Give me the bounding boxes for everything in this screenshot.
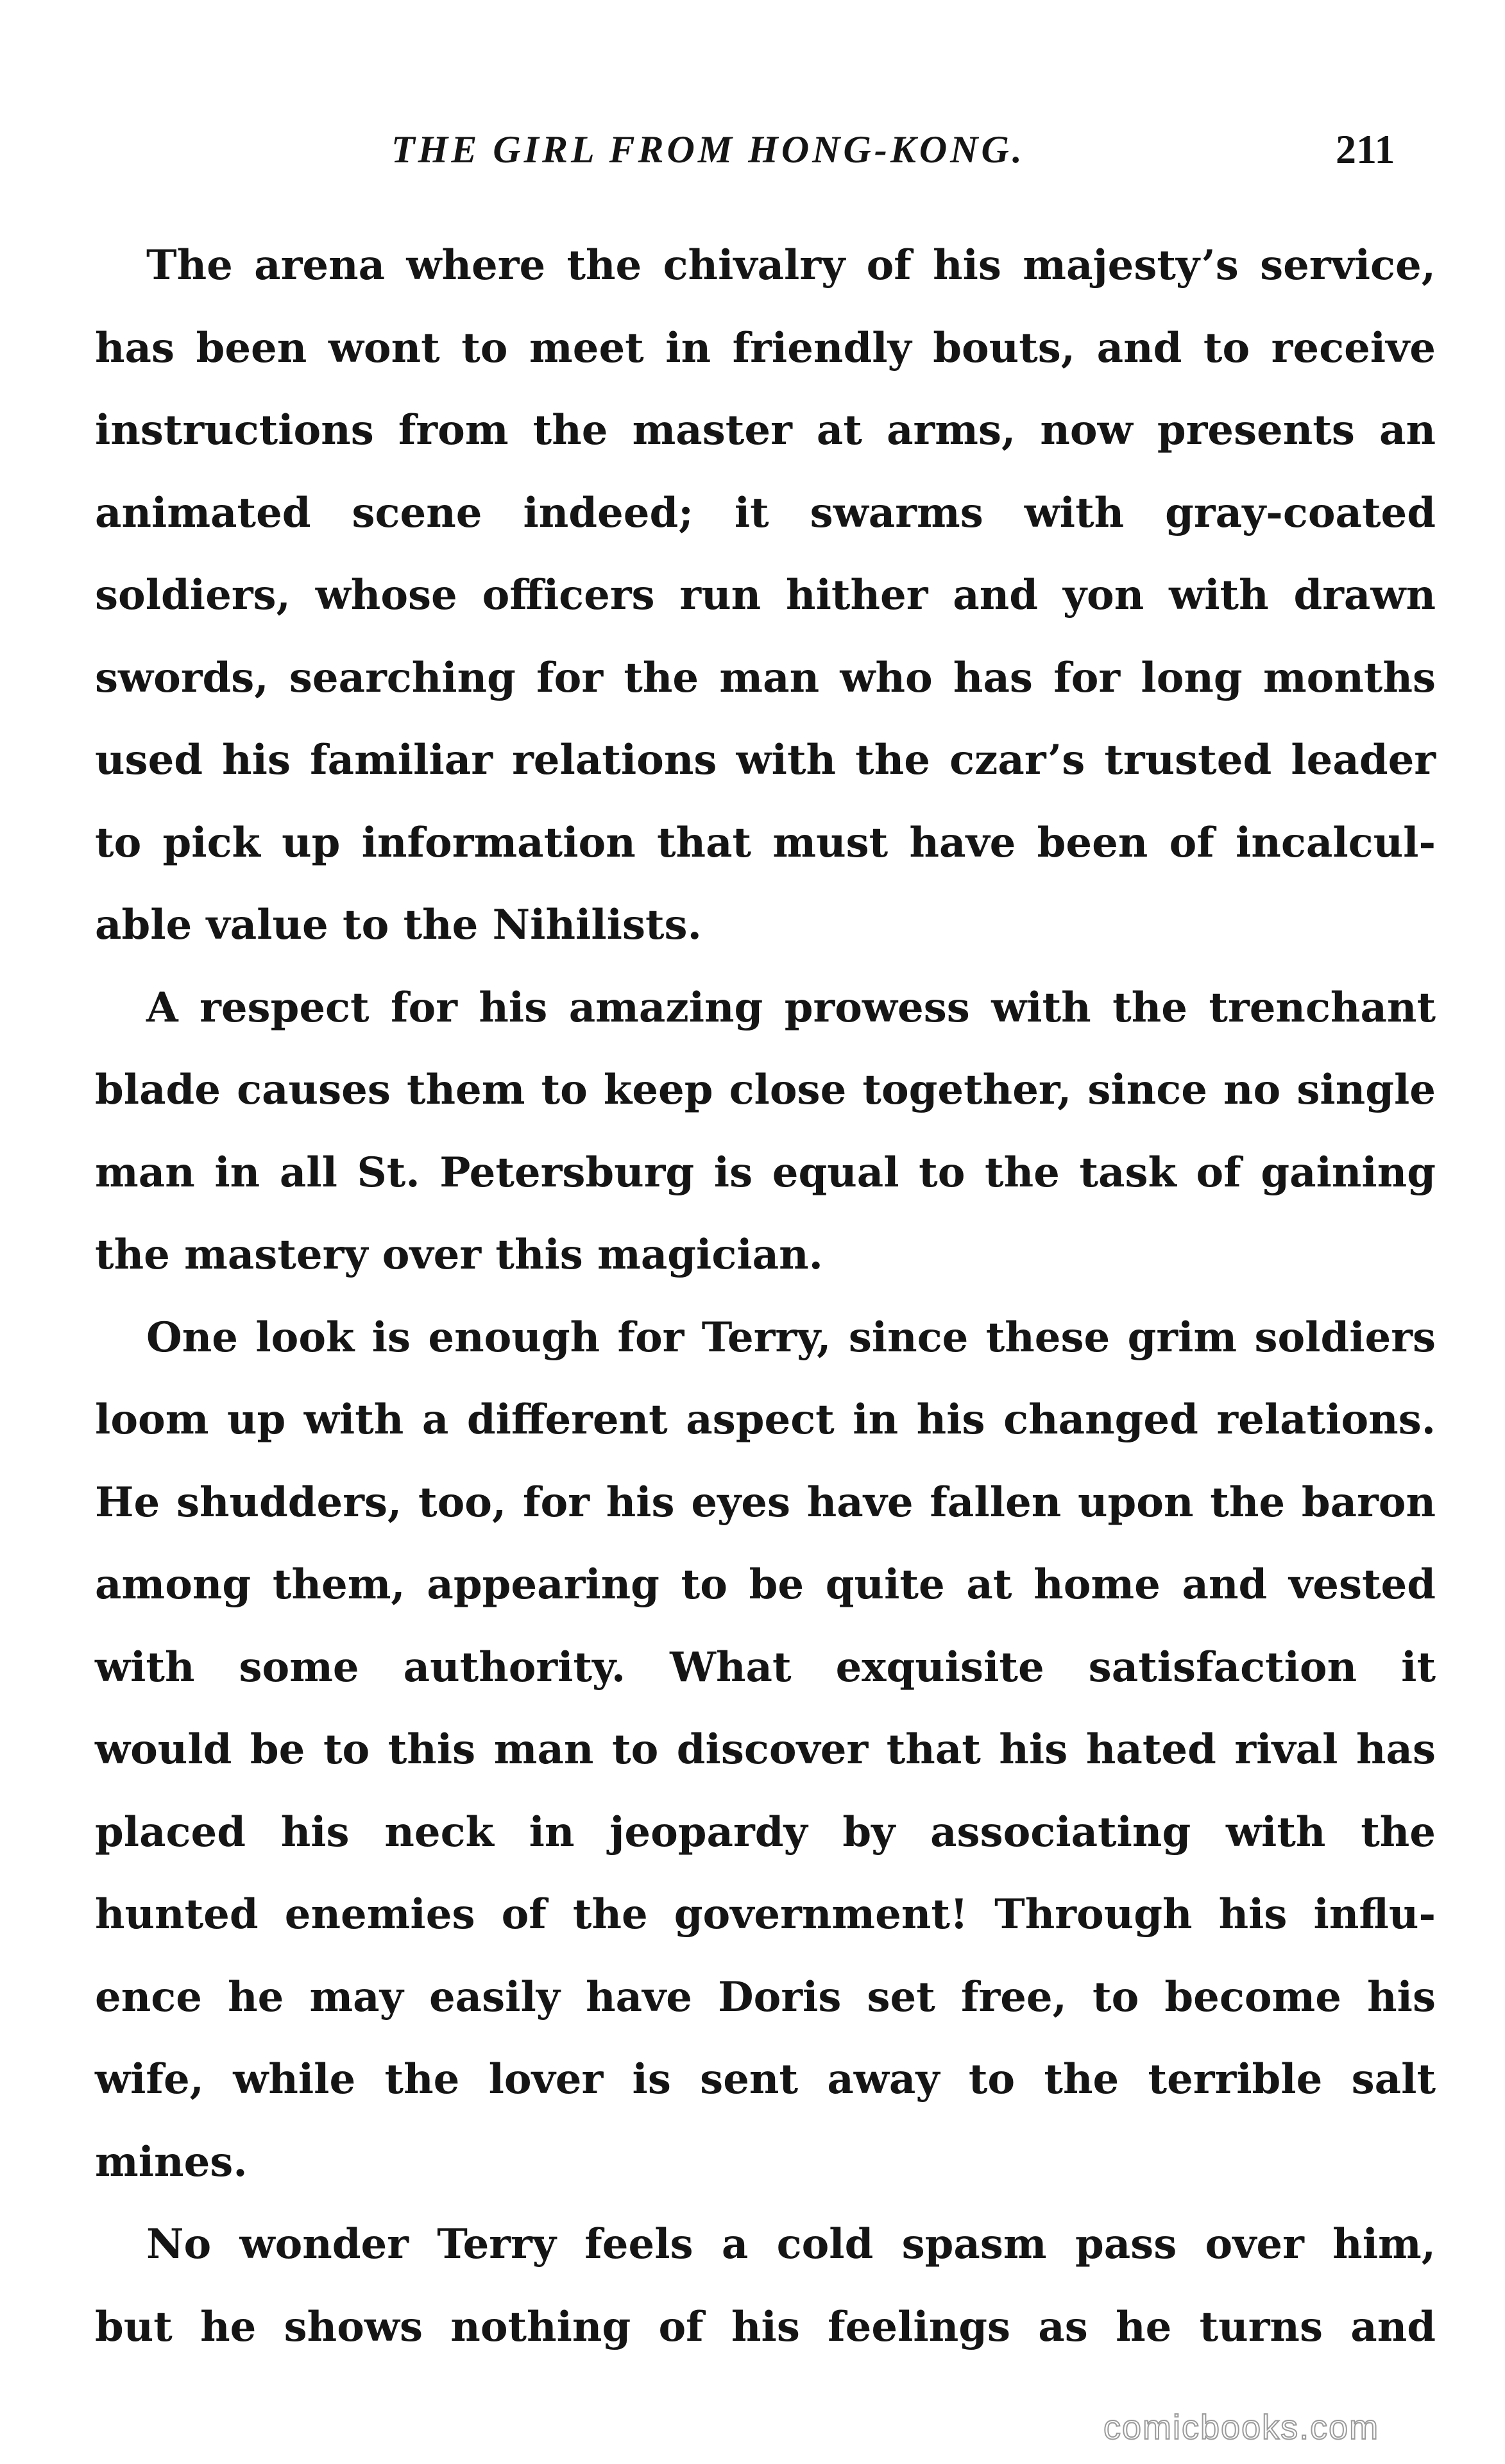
text-line: hunted enemies of the government! Through his influ-: [95, 1890, 1436, 1938]
text-line: loom up with a different aspect in his changed relations.: [95, 1396, 1436, 1444]
text-line: placed his neck in jeopardy by associating with the: [95, 1808, 1436, 1856]
text-line: He shudders, too, for his eyes have fallen upon the baron: [95, 1478, 1436, 1527]
text-line: soldiers, whose officers run hither and yon with drawn: [95, 571, 1436, 619]
text-line: able value to the Nihilists.: [95, 901, 702, 949]
text-line: to pick up information that must have been of incalcul-: [95, 818, 1436, 867]
text-line: man in all St. Petersburg is equal to the task of gaining: [95, 1148, 1436, 1197]
text-line: ence he may easily have Doris set free, to become his: [95, 1972, 1436, 2021]
paragraph: [95, 225, 1436, 967]
text-line: A respect for his amazing prowess with the trenchant: [146, 983, 1436, 1032]
text-line: among them, appearing to be quite at home and vested: [95, 1561, 1436, 1609]
paragraph: [95, 1297, 1436, 2204]
text-line: would be to this man to discover that his hated rival has: [95, 1725, 1436, 1774]
body-text: [95, 225, 1436, 2368]
running-head: [0, 121, 1505, 178]
text-line: the mastery over this magician.: [95, 1231, 823, 1279]
text-line: wife, while the lover is sent away to the terrible salt: [95, 2055, 1436, 2103]
text-line: instructions from the master at arms, now presents an: [95, 406, 1436, 454]
text-line: One look is enough for Terry, since these grim soldiers: [146, 1313, 1436, 1362]
text-line: The arena where the chivalry of his majesty’s service,: [146, 241, 1436, 289]
watermark: comicbooks.com: [1103, 2408, 1380, 2447]
text-line: animated scene indeed; it swarms with gray-coated: [95, 488, 1436, 537]
text-line: blade causes them to keep close together, since no single: [95, 1066, 1436, 1114]
page-number: 211: [1336, 126, 1395, 172]
text-line: has been wont to meet in friendly bouts, and to receive: [95, 323, 1436, 372]
paragraph: [95, 967, 1436, 1297]
running-title: THE GIRL FROM HONG-KONG.: [391, 128, 1025, 171]
text-line: mines.: [95, 2137, 248, 2186]
paragraph: [95, 2203, 1436, 2368]
text-line: swords, searching for the man who has for long months: [95, 653, 1436, 702]
text-line: used his familiar relations with the czar’s trusted leader: [95, 736, 1436, 784]
text-line: with some authority. What exquisite satisfaction it: [95, 1643, 1436, 1691]
text-line: but he shows nothing of his feelings as he turns and: [95, 2302, 1436, 2351]
text-line: No wonder Terry feels a cold spasm pass over him,: [146, 2220, 1436, 2268]
